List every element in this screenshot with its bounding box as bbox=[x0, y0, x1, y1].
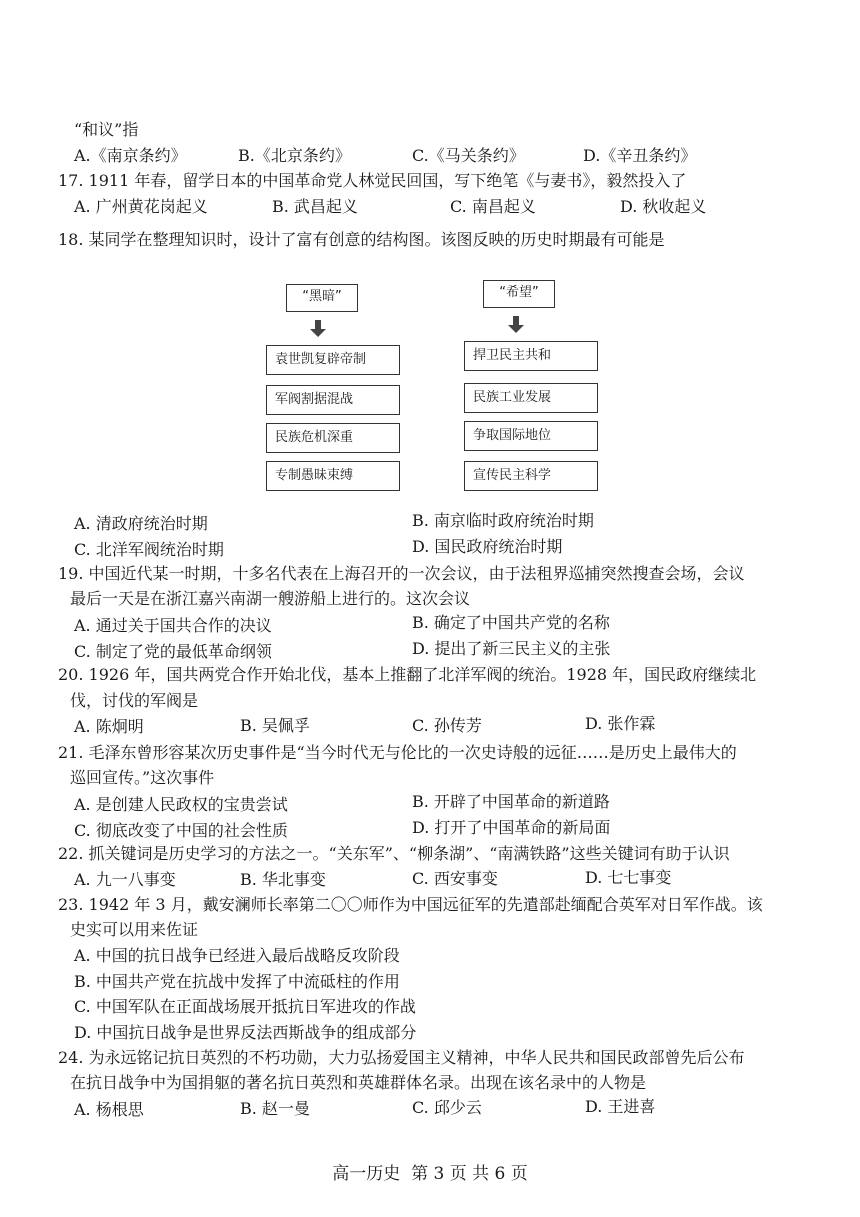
diagram-right-item: 民族工业发展 bbox=[464, 383, 598, 413]
q21-stem-line2: 巡回宣传。”这次事件 bbox=[70, 768, 215, 787]
q20-option-d: D. 张作霖 bbox=[585, 714, 656, 733]
q19-stem-line1: 19. 中国近代某一时期，十多名代表在上海召开的一次会议，由于法租界巡捕突然搜查会场，会议 bbox=[58, 564, 745, 583]
q18-option-b: B. 南京临时政府统治时期 bbox=[412, 511, 594, 530]
diagram-left-item: 袁世凯复辟帝制 bbox=[266, 345, 400, 375]
diagram-right-item: 争取国际地位 bbox=[464, 421, 598, 451]
down-arrow-icon bbox=[511, 316, 521, 332]
q24-option-a: A. 杨根思 bbox=[74, 1100, 144, 1119]
q24-option-c: C. 邱少云 bbox=[412, 1098, 482, 1117]
q21-option-b: B. 开辟了中国革命的新道路 bbox=[412, 792, 610, 811]
q19-option-d: D. 提出了新三民主义的主张 bbox=[412, 639, 611, 658]
q21-option-a: A. 是创建人民政权的宝贵尝试 bbox=[74, 795, 288, 814]
q18-option-a: A. 清政府统治时期 bbox=[74, 514, 208, 533]
down-arrow-icon bbox=[313, 320, 323, 336]
q23-stem-line2: 史实可以用来佐证 bbox=[70, 920, 199, 939]
q20-stem-line2: 伐，讨伐的军阀是 bbox=[70, 691, 199, 710]
q24-stem-line2: 在抗日战争中为国捐躯的著名抗日英烈和英雄群体名录。出现在该名录中的人物是 bbox=[70, 1073, 647, 1092]
q24-stem-line1: 24. 为永远铭记抗日英烈的不朽功勋，大力弘扬爱国主义精神，中华人民共和国民政部曾先后公布 bbox=[58, 1048, 745, 1067]
q24-option-b: B. 赵一曼 bbox=[240, 1099, 310, 1118]
diagram-left-header: “黑暗” bbox=[286, 284, 358, 312]
q21-option-c: C. 彻底改变了中国的社会性质 bbox=[74, 821, 288, 840]
q23-option-d: D. 中国抗日战争是世界反法西斯战争的组成部分 bbox=[74, 1023, 417, 1042]
diagram-left-item: 专制愚昧束缚 bbox=[266, 461, 400, 491]
q17-option-b: B. 武昌起义 bbox=[272, 197, 358, 216]
q22-option-b: B. 华北事变 bbox=[240, 870, 326, 889]
q23-option-b: B. 中国共产党在抗战中发挥了中流砥柱的作用 bbox=[74, 972, 400, 991]
q20-option-a: A. 陈炯明 bbox=[74, 717, 144, 736]
q19-option-b: B. 确定了中国共产党的名称 bbox=[412, 613, 610, 632]
diagram-left-item: 民族危机深重 bbox=[266, 423, 400, 453]
q16-option-a: A.《南京条约》 bbox=[74, 146, 187, 165]
q22-option-c: C. 西安事变 bbox=[412, 869, 498, 888]
q18-option-d: D. 国民政府统治时期 bbox=[412, 537, 563, 556]
diagram-right-header: “希望” bbox=[483, 280, 555, 308]
q24-option-d: D. 王进喜 bbox=[585, 1097, 656, 1116]
q19-stem-line2: 最后一天是在浙江嘉兴南湖一艘游船上进行的。这次会议 bbox=[70, 589, 471, 608]
diagram-right-item: 宣传民主科学 bbox=[464, 461, 598, 491]
q19-option-c: C. 制定了党的最低革命纲领 bbox=[74, 642, 272, 661]
q17-option-d: D. 秋收起义 bbox=[620, 197, 707, 216]
q16-option-b: B.《北京条约》 bbox=[238, 146, 351, 165]
q22-option-d: D. 七七事变 bbox=[585, 868, 672, 887]
q18-option-c: C. 北洋军阀统治时期 bbox=[74, 540, 224, 559]
diagram-left-item: 军阀割据混战 bbox=[266, 385, 400, 415]
q23-option-a: A. 中国的抗日战争已经进入最后战略反攻阶段 bbox=[74, 946, 400, 965]
q17-option-a: A. 广州黄花岗起义 bbox=[74, 197, 208, 216]
q23-stem-line1: 23. 1942 年 3 月，戴安澜师长率第二〇〇师作为中国远征军的先遣部赴缅配合英军对日军作战。该 bbox=[58, 895, 763, 914]
q20-option-c: C. 孙传芳 bbox=[412, 716, 482, 735]
q17-stem: 17. 1911 年春，留学日本的中国革命党人林觉民回国，写下绝笔《与妻书》，毅然投入了 bbox=[58, 171, 687, 190]
q20-option-b: B. 吴佩孚 bbox=[240, 716, 310, 735]
q22-stem: 22. 抓关键词是历史学习的方法之一。“关东军”、“柳条湖”、“南满铁路”这些关键词有助于认识 bbox=[58, 844, 730, 863]
q16-option-d: D.《辛丑条约》 bbox=[583, 146, 697, 165]
q16-stem-continuation: “和议”指 bbox=[74, 120, 139, 139]
q22-option-a: A. 九一八事变 bbox=[74, 870, 176, 889]
q23-option-c: C. 中国军队在正面战场展开抵抗日军进攻的作战 bbox=[74, 997, 416, 1016]
q21-option-d: D. 打开了中国革命的新局面 bbox=[412, 818, 611, 837]
page-footer: 高一历史 第 3 页 共 6 页 bbox=[332, 1164, 528, 1184]
q21-stem-line1: 21. 毛泽东曾形容某次历史事件是“当今时代无与伦比的一次史诗般的远征……是历史上最伟大的 bbox=[58, 743, 737, 762]
q18-stem: 18. 某同学在整理知识时，设计了富有创意的结构图。该图反映的历史时期最有可能是 bbox=[58, 230, 665, 249]
q17-option-c: C. 南昌起义 bbox=[450, 197, 536, 216]
q19-option-a: A. 通过关于国共合作的决议 bbox=[74, 616, 272, 635]
q16-option-c: C.《马关条约》 bbox=[412, 146, 525, 165]
q20-stem-line1: 20. 1926 年，国共两党合作开始北伐，基本上推翻了北洋军阀的统治。1928 年，国民政府继续北 bbox=[58, 665, 757, 684]
diagram-right-item: 捍卫民主共和 bbox=[464, 341, 598, 371]
